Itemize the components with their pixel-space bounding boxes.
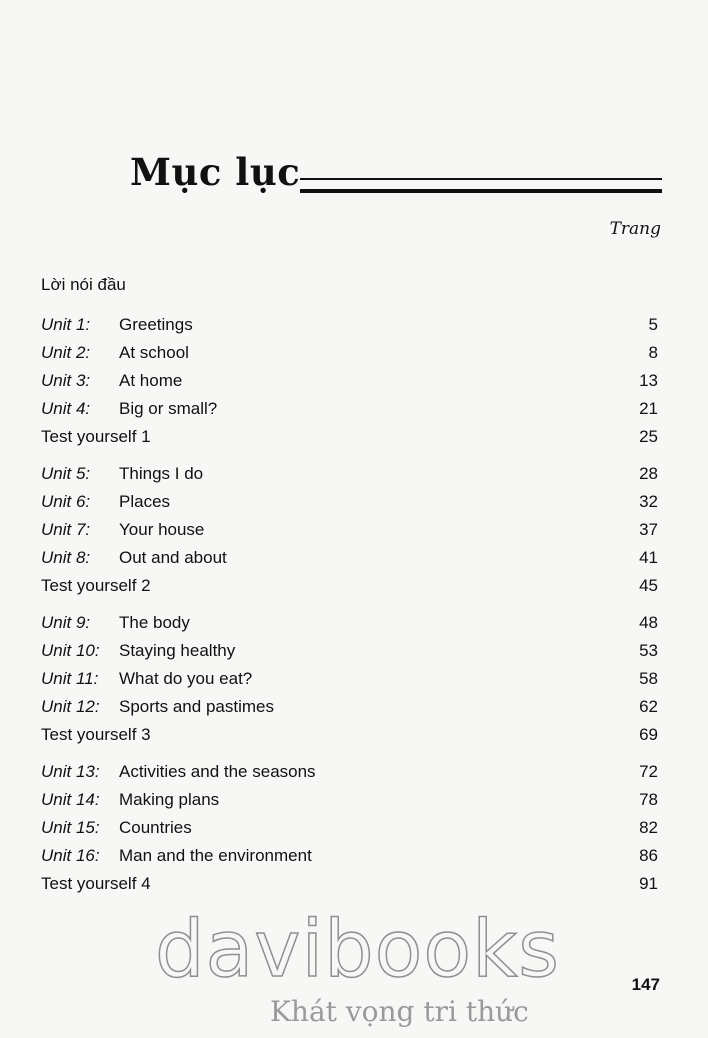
toc-page-number: 5 [648, 315, 658, 334]
toc-entry [41, 639, 658, 663]
toc-page-number: 48 [639, 613, 658, 632]
toc-page-number: 86 [639, 846, 658, 865]
toc-unit-label: Unit 1: [41, 315, 91, 334]
toc-entry [41, 788, 658, 812]
toc-unit-label: Unit 12: [41, 697, 100, 716]
toc-page-number: 41 [639, 548, 658, 567]
toc-page-number: 37 [639, 520, 658, 539]
toc-test-entry [41, 425, 658, 449]
title-rule [300, 178, 662, 193]
toc-page-number: 62 [639, 697, 658, 716]
toc-unit-title: Out and about [119, 548, 227, 567]
toc-test-title: Test yourself 4 [41, 874, 151, 893]
toc-unit-title: The body [119, 613, 190, 632]
toc-unit-label: Unit 2: [41, 343, 91, 362]
toc-entry [41, 397, 658, 421]
toc-unit-title: Big or small? [119, 399, 218, 418]
toc-unit-title: Sports and pastimes [119, 697, 274, 716]
toc-unit-label: Unit 14: [41, 790, 100, 809]
toc-test-entry [41, 723, 658, 747]
watermark-logo: davibooks [155, 905, 560, 995]
toc-page-number: 69 [639, 725, 658, 744]
toc-unit-label: Unit 3: [41, 371, 91, 390]
toc-test-title: Test yourself 3 [41, 725, 151, 744]
toc-page-number: 91 [639, 874, 658, 893]
toc-unit-label: Unit 5: [41, 464, 91, 483]
toc-unit-title: Making plans [119, 790, 220, 809]
toc-test-entry [41, 574, 658, 598]
toc-test-title: Test yourself 2 [41, 576, 151, 595]
toc-unit-title: Activities and the seasons [119, 762, 316, 781]
toc-page-number: 8 [648, 343, 658, 362]
toc-page-number: 58 [639, 669, 658, 688]
toc-page-number: 53 [639, 641, 658, 660]
watermark-tagline: Khát vọng tri thức [270, 995, 529, 1028]
toc-entry [41, 844, 658, 868]
toc-unit-title: At home [119, 371, 183, 390]
toc-unit-title: Man and the environment [119, 846, 312, 865]
toc-entry [41, 546, 658, 570]
toc-entry [41, 667, 658, 691]
toc-page-number: 32 [639, 492, 658, 511]
toc-unit-title: Countries [119, 818, 192, 837]
toc-entry [41, 462, 658, 486]
toc-unit-title: At school [119, 343, 189, 362]
page-title: Mục lục [130, 150, 301, 194]
toc-unit-label: Unit 8: [41, 548, 91, 567]
toc-unit-label: Unit 9: [41, 613, 91, 632]
toc-entry [41, 341, 658, 365]
toc-entry [41, 518, 658, 542]
toc-test-entry [41, 872, 658, 896]
toc-unit-title: Places [119, 492, 171, 511]
toc-entry [41, 695, 658, 719]
toc-unit-label: Unit 6: [41, 492, 91, 511]
toc-page-number: 45 [639, 576, 658, 595]
toc-page-number: 21 [639, 399, 658, 418]
page-number: 147 [631, 975, 660, 994]
toc-unit-title: Staying healthy [119, 641, 236, 660]
toc-entry [41, 760, 658, 784]
toc-unit-title: Your house [119, 520, 205, 539]
toc-entry [41, 611, 658, 635]
toc-intro: Lời nói đầu [41, 275, 126, 294]
toc-unit-label: Unit 10: [41, 641, 100, 660]
toc-header [130, 150, 662, 200]
toc-entry [41, 313, 658, 337]
toc-page-number: 72 [639, 762, 658, 781]
toc-unit-title: What do you eat? [119, 669, 253, 688]
toc-test-title: Test yourself 1 [41, 427, 151, 446]
toc-entry [41, 369, 658, 393]
toc-page-number: 13 [639, 371, 658, 390]
toc-entry [41, 490, 658, 514]
toc-page-number: 82 [639, 818, 658, 837]
toc-entry [41, 816, 658, 840]
toc-unit-label: Unit 4: [41, 399, 91, 418]
toc-unit-label: Unit 15: [41, 818, 100, 837]
toc-unit-label: Unit 16: [41, 846, 100, 865]
page-column-label: Trang [609, 219, 661, 239]
toc-unit-label: Unit 13: [41, 762, 100, 781]
toc-unit-title: Things I do [119, 464, 204, 483]
toc-unit-title: Greetings [119, 315, 193, 334]
toc-page-number: 28 [639, 464, 658, 483]
toc-page-number: 78 [639, 790, 658, 809]
toc-page-number: 25 [639, 427, 658, 446]
toc-unit-label: Unit 11: [41, 669, 99, 688]
toc-unit-label: Unit 7: [41, 520, 91, 539]
